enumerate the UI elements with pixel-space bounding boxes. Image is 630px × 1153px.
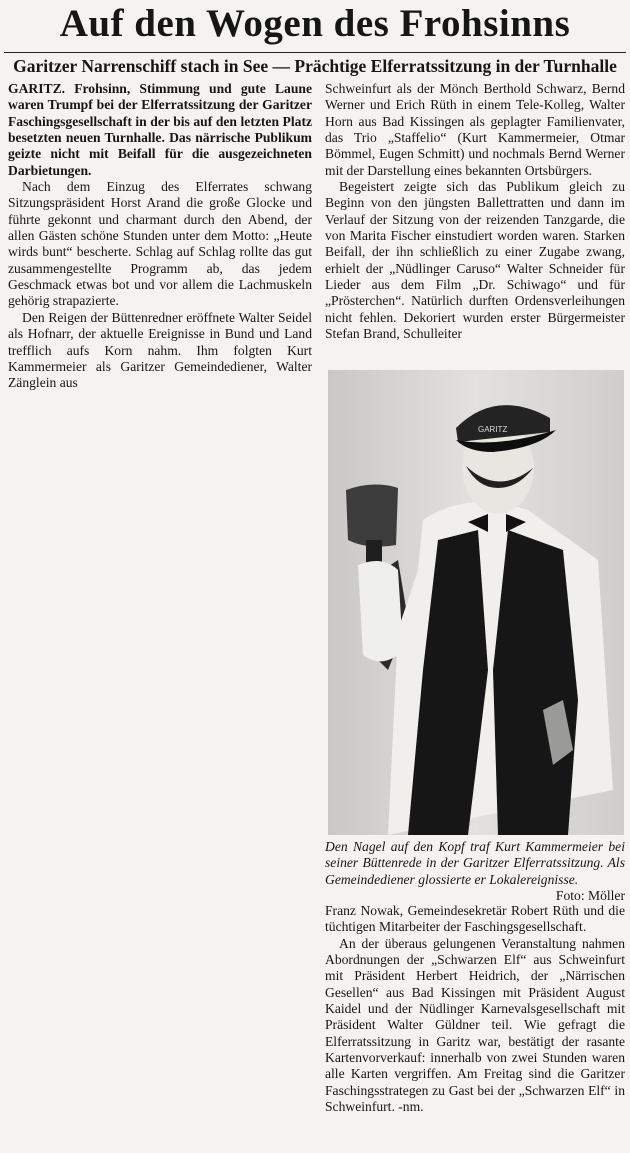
photo-credit: Foto: Möller [555,888,625,904]
bell-icon [346,484,398,546]
column-1 [8,81,312,392]
column-2 [325,81,625,343]
paragraph: Den Reigen der Büttenredner eröffnete Walter Seidel als Hofnarr, der aktuelle Ereignisse in Bund und Land trefflich aufs Korn nahm. Ihm folgten Kurt Kammermeier als Garitzer Gemeindediener, Walter Zänglein aus [8,309,312,391]
photo-illustration [328,370,624,835]
column-3 [325,903,625,1115]
lead-text: Frohsinn, Stimmung und gute Laune waren Trumpf bei der Elferratssitzung der Garitzer Faschingsgesellschaft in der bis auf den letzten Platz besetzten neuen Turnhalle. Das närrische Publikum geizte nicht mit Beifall für die ausgezeichneten Darbietungen. [8,81,312,178]
dateline: GARITZ. [8,81,66,96]
paragraph: Schweinfurt als der Mönch Berthold Schwarz, Bernd Werner und Erich Rüth in einem Tele-Kolleg, Walter Horn aus Bad Kissingen als geplagter Familienvater, das Trio „Staffelio“ (Kurt Kammermeier, Otmar Bömmel, Eugen Schmitt) und nochmals Bernd Werner mit der Darstellung eines bekannten Ortsbürgers. [325,81,625,178]
subheadline: Garitzer Narrenschiff stach in See — Prächtige Elferratssitzung in der Turnhalle [4,52,626,77]
paragraph: Begeistert zeigte sich das Publikum gleich zu Beginn von den jüngsten Ballettratten und dann im Verlauf der Sitzung von der reizenden Tanzgarde, die von Marita Fischer einstudiert worden waren. Starken Beifall, der ihn schließlich zu einer Zugabe zwang, erhielt der „Nüdlinger Caruso“ Walter Schneider für Lieder aus dem Film „Dr. Schiwago“ und für „Prösterchen“. Natürlich durften Ordensverleihungen nicht fehlen. Dekoriert wurden erster Bürgermeister Stefan Brand, Schulleiter [325,179,625,342]
headline: Auf den Wogen des Frohsinns [59,2,571,45]
caption-text: Den Nagel auf den Kopf traf Kurt Kammermeier bei seiner Büttenrede in der Garitzer Elferratssitzung. Als Gemeindediener glossierte er Lokalereignisse. [325,839,625,887]
photo-man-with-bell [328,370,624,835]
lead-paragraph [8,81,312,179]
paragraph: Franz Nowak, Gemeindesekretär Robert Rüth und die tüchtigen Mitarbeiter der Faschingsgesellschaft. [325,903,625,935]
paragraph: Nach dem Einzug des Elferrates schwang Sitzungspräsident Horst Arand die große Glocke und führte gekonnt und charmant durch den Abend, der allen Gästen schöne Stunden unter dem Motto: „Heute wirds bunt“ bescherte. Schlag auf Schlag rollte das gut zusammengestellte Programm ab, das jedem Geschmack etwas bot und vor allem die Lachmuskeln gehörig strapazierte. [8,179,312,309]
photo-caption [325,839,625,905]
paragraph: An der überaus gelungenen Veranstaltung nahmen Abordnungen der „Schwarzen Elf“ aus Schweinfurt mit Präsident Herbert Heidrich, der „Närrischen Gesellen“ aus Bad Kissingen mit Präsident August Kaidel und der Nüdlinger Karnevalsgesellschaft mit Präsident Walter Güldner teil. Wie gefragt die Elferratssitzung in Garitz war, bestätigt der rasante Kartenvorverkauf: innerhalb von zwei Stunden waren alle Karten vergriffen. Am Freitag sind die Garitzer Faschingsstrategen zu Gast bei der „Schwarzen Elf“ in Schweinfurt. -nm. [325,935,625,1115]
cap-text: GARITZ [478,425,508,434]
